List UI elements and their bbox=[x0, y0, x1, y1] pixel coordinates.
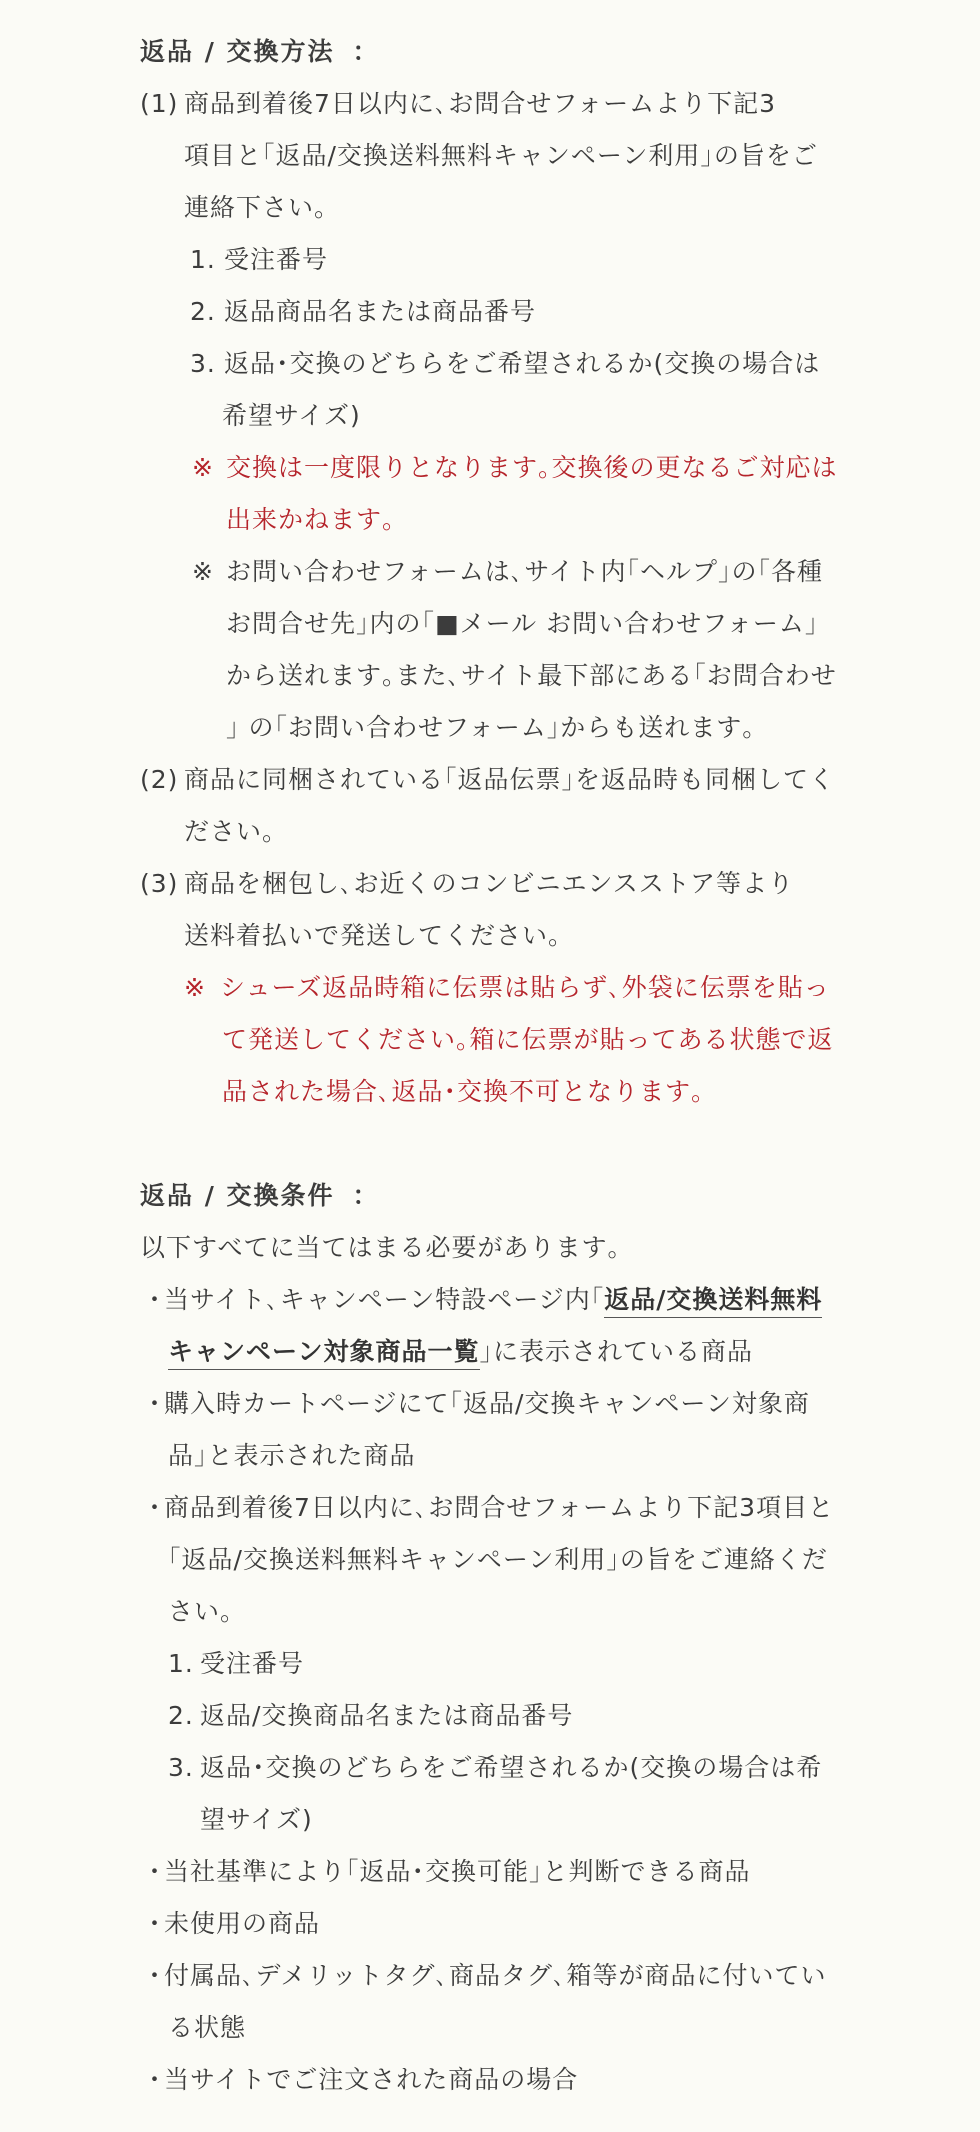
condition-text: 当サイトでご注文された商品の場合 bbox=[164, 2065, 579, 2094]
heading-colon: ： bbox=[352, 37, 380, 66]
heading-text: 返品 / 交換方法 bbox=[140, 37, 335, 66]
item-line: 商品に同梱されている｢返品伝票｣を返品時も同梱してく bbox=[184, 765, 836, 794]
method-item-1 bbox=[0, 78, 980, 130]
section-heading-method bbox=[140, 26, 980, 78]
method-subitem-1 bbox=[0, 234, 980, 286]
section-heading-conditions bbox=[140, 1170, 980, 1222]
note-text: お問い合わせフォームは､サイト内｢ヘルプ｣の｢各種 bbox=[226, 557, 824, 586]
item-marker: (3) bbox=[140, 869, 179, 898]
subitem-marker: 2. bbox=[168, 1701, 194, 1730]
condition-text: 当社基準により｢返品･交換可能｣と判断できる商品 bbox=[164, 1857, 751, 1886]
section-spacer bbox=[0, 1118, 980, 1170]
subitem-text: 返品･交換のどちらをご希望されるか(交換の場合は希 bbox=[200, 1753, 823, 1782]
method-item-3 bbox=[0, 858, 980, 910]
bullet-marker: ・ bbox=[142, 1961, 169, 1990]
bullet-marker: ・ bbox=[142, 1857, 169, 1886]
note-marker: ※ bbox=[184, 973, 206, 1002]
item-marker: (2) bbox=[140, 765, 179, 794]
bullet-marker: ・ bbox=[142, 1493, 169, 1522]
item-line: ださい｡ bbox=[184, 817, 276, 846]
item-line: 送料着払いで発送してください｡ bbox=[184, 921, 562, 950]
subitem-marker: 3. bbox=[168, 1753, 194, 1782]
note-text: ｣ の｢お問い合わせフォーム｣からも送れます｡ bbox=[226, 713, 756, 742]
note-text: て発送してください｡箱に伝票が貼ってある状態で返 bbox=[222, 1025, 834, 1054]
condition-subitem-2 bbox=[0, 1690, 980, 1742]
subitem-marker: 1. bbox=[190, 245, 216, 274]
method-note-contact-form bbox=[0, 546, 980, 598]
note-text: 交換は一度限りとなります｡交換後の更なるご対応は bbox=[226, 453, 838, 482]
method-subitem-3 bbox=[0, 338, 980, 390]
subitem-text: 望サイズ) bbox=[200, 1805, 313, 1834]
note-marker: ※ bbox=[192, 557, 214, 586]
bullet-marker: ・ bbox=[142, 1909, 169, 1938]
note-text: 出来かねます｡ bbox=[226, 505, 396, 534]
condition-item-2 bbox=[0, 1378, 980, 1430]
heading-colon: ： bbox=[352, 1181, 380, 1210]
condition-item-3 bbox=[0, 1482, 980, 1534]
note-text: 品された場合､返品･交換不可となります｡ bbox=[222, 1077, 705, 1106]
condition-text: ｢返品/交換送料無料キャンペーン利用｣の旨をご連絡くだ bbox=[168, 1545, 828, 1574]
note-marker: ※ bbox=[192, 453, 214, 482]
condition-item-7 bbox=[0, 2054, 980, 2106]
subitem-marker: 1. bbox=[168, 1649, 194, 1678]
method-item-2 bbox=[0, 754, 980, 806]
campaign-items-link[interactable]: 返品/交換送料無料 bbox=[604, 1285, 822, 1318]
subitem-text: 返品･交換のどちらをご希望されるか(交換の場合は bbox=[224, 349, 821, 378]
subitem-text: 受注番号 bbox=[224, 245, 329, 274]
subitem-text: 返品商品名または商品番号 bbox=[224, 297, 537, 326]
subitem-marker: 3. bbox=[190, 349, 216, 378]
condition-text: 当サイト､キャンペーン特設ページ内｢ bbox=[164, 1285, 605, 1314]
condition-text: さい｡ bbox=[168, 1597, 234, 1626]
condition-subitem-3 bbox=[0, 1742, 980, 1794]
item-line: 商品到着後7日以内に､お問合せフォームより下記3 bbox=[184, 89, 777, 118]
condition-item-5 bbox=[0, 1898, 980, 1950]
condition-text: る状態 bbox=[168, 2013, 247, 2042]
condition-item-6 bbox=[0, 1950, 980, 2002]
condition-text: ｣に表示されている商品 bbox=[479, 1337, 754, 1366]
bullet-marker: ・ bbox=[142, 1389, 169, 1418]
heading-text: 返品 / 交換条件 bbox=[140, 1181, 335, 1210]
condition-item-1-cont bbox=[168, 1326, 980, 1378]
campaign-items-link[interactable]: キャンペーン対象商品一覧 bbox=[168, 1337, 480, 1370]
bullet-marker: ・ bbox=[142, 2065, 169, 2094]
condition-text: 未使用の商品 bbox=[164, 1909, 321, 1938]
item-line: 項目と｢返品/交換送料無料キャンペーン利用｣の旨をご bbox=[184, 141, 818, 170]
condition-item-4 bbox=[0, 1846, 980, 1898]
note-text: シューズ返品時箱に伝票は貼らず､外袋に伝票を貼っ bbox=[220, 973, 830, 1002]
method-note-exchange-once bbox=[0, 442, 980, 494]
subitem-text: 受注番号 bbox=[200, 1649, 305, 1678]
condition-text: 品｣と表示された商品 bbox=[168, 1441, 416, 1470]
condition-item-1 bbox=[0, 1274, 980, 1326]
subitem-text: 返品/交換商品名または商品番号 bbox=[200, 1701, 574, 1730]
condition-text: 購入時カートページにて｢返品/交換キャンペーン対象商 bbox=[164, 1389, 810, 1418]
conditions-intro: 以下すべてに当てはまる必要があります｡ bbox=[140, 1233, 622, 1262]
note-text: お問合せ先｣内の｢■メール お問い合わせフォーム｣ bbox=[226, 609, 819, 638]
item-marker: (1) bbox=[140, 89, 179, 118]
subitem-marker: 2. bbox=[190, 297, 216, 326]
subitem-text: 希望サイズ) bbox=[222, 401, 361, 430]
method-note-shoes bbox=[0, 962, 980, 1014]
condition-text: 商品到着後7日以内に､お問合せフォームより下記3項目と bbox=[164, 1493, 835, 1522]
item-line: 商品を梱包し､お近くのコンビニエンスストア等より bbox=[184, 869, 795, 898]
item-line: 連絡下さい｡ bbox=[184, 193, 328, 222]
condition-text: 付属品､デメリットタグ､商品タグ､箱等が商品に付いてい bbox=[164, 1961, 827, 1990]
note-text: から送れます｡また､サイト最下部にある｢お問合わせ bbox=[226, 661, 837, 690]
bullet-marker: ・ bbox=[142, 1285, 169, 1314]
method-subitem-2 bbox=[0, 286, 980, 338]
condition-subitem-1 bbox=[0, 1638, 980, 1690]
